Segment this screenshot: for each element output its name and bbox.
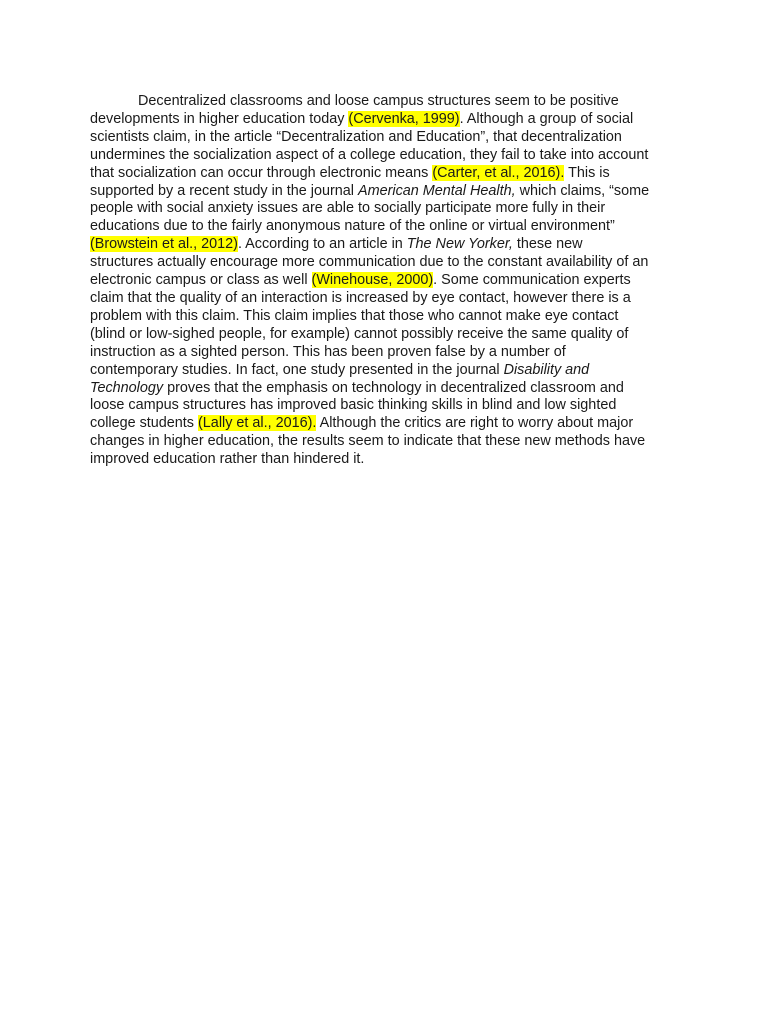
text-line xyxy=(90,236,684,254)
text-run: contemporary studies. In fact, one study presented in the journal xyxy=(90,361,504,378)
text-run: loose campus structures has improved basic thinking skills in blind and low sighted xyxy=(90,397,617,414)
text-run: proves that the emphasis on technology in decentralized classroom and xyxy=(163,379,624,396)
text-line xyxy=(90,344,684,362)
text-line xyxy=(90,290,684,308)
highlighted-citation: (Winehouse, 2000) xyxy=(311,272,434,289)
text-line xyxy=(90,272,684,290)
text-line xyxy=(90,397,684,415)
text-run: improved education rather than hindered it. xyxy=(90,451,365,468)
text-run: changes in higher education, the results seem to indicate that these new methods have xyxy=(90,433,646,450)
text-line xyxy=(90,433,684,451)
text-line xyxy=(90,147,684,165)
text-run: (blind or low-sighed people, for example) cannot possibly receive the same quality of xyxy=(90,325,629,342)
text-run: This is xyxy=(564,164,610,181)
essay-paragraph xyxy=(90,93,684,469)
text-run: scientists claim, in the article “Decentralization and Education”, that decentralization xyxy=(90,128,622,145)
text-run: claim that the quality of an interaction is increased by eye contact, however there is a xyxy=(90,289,631,306)
text-line xyxy=(90,111,684,129)
text-run: supported by a recent study in the journal xyxy=(90,182,358,199)
text-run: instruction as a sighted person. This has been proven false by a number of xyxy=(90,343,566,360)
text-run: that socialization can occur through electronic means xyxy=(90,164,433,181)
italic-title: Disability and xyxy=(503,361,590,378)
italic-title: Technology xyxy=(90,379,164,396)
highlighted-citation: (Carter, et al., 2016). xyxy=(432,164,565,181)
text-line xyxy=(90,218,684,236)
text-line xyxy=(90,415,684,433)
text-run: structures actually encourage more communication due to the constant availability of an xyxy=(90,254,649,271)
text-run: . Some communication experts xyxy=(433,272,631,289)
text-line xyxy=(90,308,684,326)
text-line xyxy=(90,362,684,380)
text-run: educations due to the fairly anonymous nature of the online or virtual environment” xyxy=(90,218,615,235)
text-line xyxy=(90,254,684,272)
text-run: college students xyxy=(90,415,199,432)
text-line xyxy=(90,165,684,183)
highlighted-citation: (Lally et al., 2016). xyxy=(198,415,317,432)
text-run: undermines the socialization aspect of a college education, they fail to take into account xyxy=(90,146,649,163)
text-line xyxy=(90,183,684,201)
text-run: . According to an article in xyxy=(237,236,407,253)
text-run: people with social anxiety issues are able to socially participate more fully in their xyxy=(90,200,606,217)
text-line xyxy=(90,129,684,147)
italic-title: The New Yorker, xyxy=(406,236,513,253)
text-run: Decentralized classrooms and loose campus structures seem to be positive xyxy=(138,93,619,109)
text-run: these new xyxy=(512,236,583,253)
text-line xyxy=(90,200,684,218)
text-line xyxy=(90,380,684,398)
text-run: . Although a group of social xyxy=(459,110,634,127)
text-run: problem with this claim. This claim implies that those who cannot make eye contact xyxy=(90,307,619,324)
highlighted-citation: (Cervenka, 1999) xyxy=(348,110,460,127)
text-run: Although the critics are right to worry about major xyxy=(316,415,634,432)
highlighted-citation: (Browstein et al., 2012) xyxy=(90,236,238,253)
text-line xyxy=(90,326,684,344)
text-run: which claims, “some xyxy=(515,182,650,199)
text-line xyxy=(90,93,684,111)
text-line xyxy=(90,451,684,469)
text-run: developments in higher education today xyxy=(90,110,349,127)
text-run: electronic campus or class as well xyxy=(90,272,312,289)
italic-title: American Mental Health, xyxy=(358,182,516,199)
